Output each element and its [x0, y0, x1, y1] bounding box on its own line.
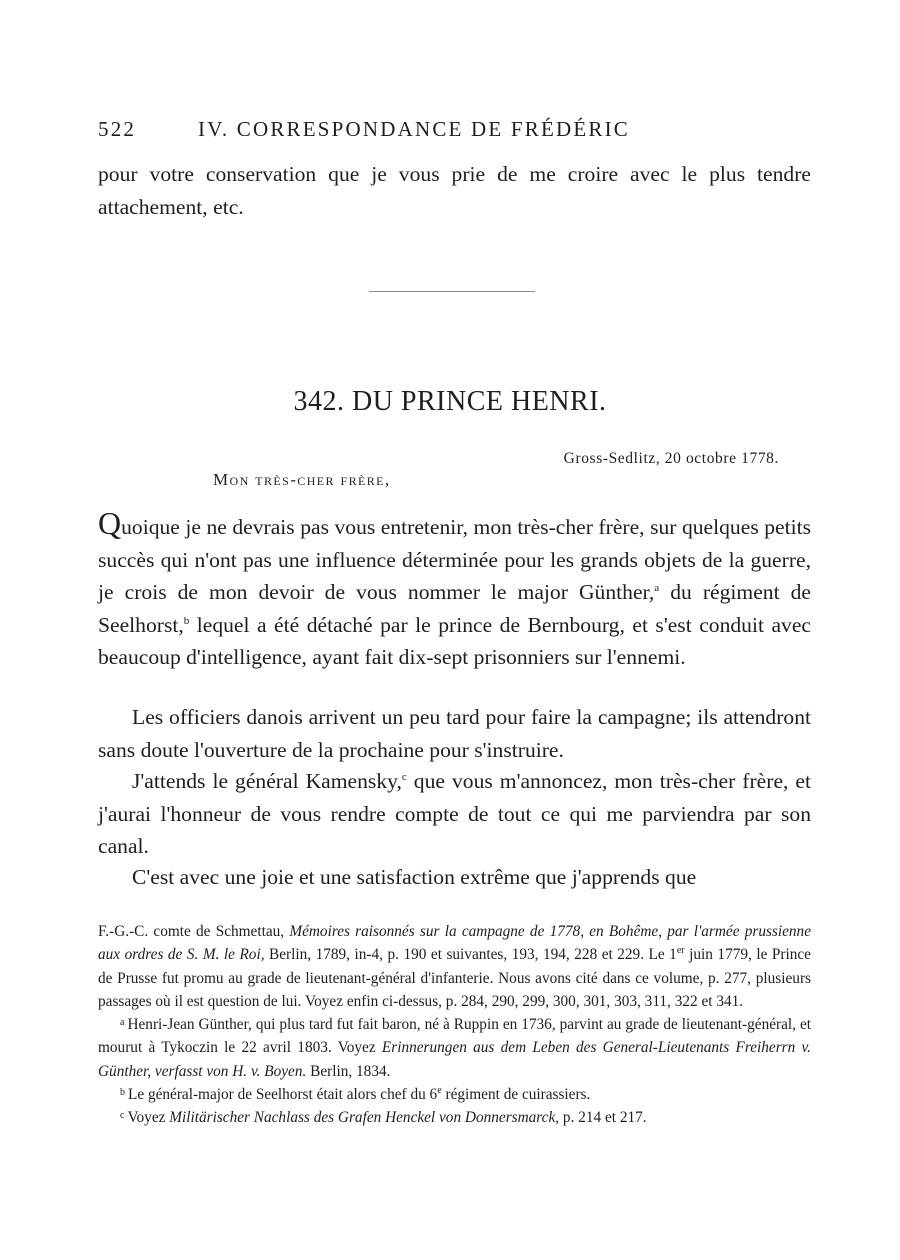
- letter-paragraph-3: [98, 765, 811, 863]
- footnote-ref-b[interactable]: b: [183, 614, 190, 627]
- footnote-a: [98, 1013, 811, 1083]
- footnote-b: [98, 1083, 811, 1106]
- footnote-text: F.-G.-C. comte de Schmettau,: [98, 923, 290, 940]
- footnote-text: juin 1779, le Prince de Prusse fut promu au grade de lieutenant-général d'infanterie. Nous avons cité dans ce volume, p. 277, plusieurs passages où il est question de lui. Voyez enfin ci-dessus, p. 284, 290, 299, 300, 301, 303, 311, 322 et 341.: [98, 946, 811, 1010]
- drop-cap: Q: [98, 505, 122, 541]
- footnote-ref-a[interactable]: a: [654, 582, 660, 594]
- running-title: IV. CORRESPONDANCE DE FRÉDÉRIC: [198, 117, 630, 141]
- paragraph-text: J'attends le général Kamensky,: [132, 769, 402, 793]
- footnote-superscript: er: [676, 945, 685, 957]
- footnote-c: [98, 1106, 811, 1129]
- letter-salutation: Mon très-cher frère,: [213, 470, 391, 489]
- footnote-marker: a: [120, 1017, 125, 1029]
- footnote-citation-title: Mémoires raisonnés sur la campagne de 1778, en Bohême, par l'armée prussienne aux ordres de S. M. le Roi,: [98, 923, 811, 964]
- footnote-text: Berlin, 1789, in-4, p. 190 et suivantes, 193, 194, 228 et 229. Le 1: [264, 946, 677, 964]
- paragraph-text: uoique je ne devrais pas vous entretenir, mon très-cher frère, sur quelques petits succès qui n'ont pas une influence déterminée pour les grands objets de la guerre, je crois de mon devoir de vous nommer le major Günther,: [98, 515, 811, 604]
- letter-title: 342. DU PRINCE HENRI.: [293, 386, 607, 417]
- footnote-superscript: e: [437, 1085, 442, 1097]
- paragraph-text: du régiment de Seelhorst,: [98, 580, 811, 637]
- paragraph-text: lequel a été détaché par le prince de Bernbourg, et s'est conduit avec beaucoup d'intelligence, ayant fait dix-sept prisonniers sur l'ennemi.: [98, 612, 811, 669]
- footnote-continued: [98, 920, 811, 1013]
- letter-dateline: Gross-Sedlitz, 20 octobre 1778.: [563, 450, 779, 467]
- footnote-text: Berlin, 1834.: [306, 1062, 391, 1080]
- footnote-marker: c: [120, 1110, 125, 1122]
- footnote-marker: b: [120, 1087, 125, 1099]
- continuation-paragraph: pour votre conservation que je vous prie de me croire avec le plus tendre attachement, etc.: [98, 162, 811, 219]
- paragraph-text: que vous m'annoncez, mon très-cher frère, et j'aurai l'honneur de vous rendre compte de tout ce qui me parviendra par son canal.: [98, 769, 812, 858]
- letter-paragraph-4: C'est avec une joie et une satisfaction extrême que j'apprends que: [132, 865, 697, 889]
- letter-paragraph-1: [98, 507, 811, 674]
- footnotes: [98, 920, 811, 1130]
- page-number: 522: [98, 117, 137, 141]
- footnote-text: p. 214 et 217.: [559, 1109, 647, 1127]
- footnote-ref-c[interactable]: c: [401, 771, 407, 783]
- footnote-text: Le général-major de Seelhorst était alors chef du 6: [128, 1086, 438, 1104]
- footnote-text: Voyez: [127, 1109, 170, 1127]
- footnote-citation-title: Militärischer Nachlass des Grafen Henckel von Donnersmarck,: [169, 1109, 560, 1127]
- letter-paragraph-2: Les officiers danois arrivent un peu tard pour faire la campagne; ils attendront sans doute l'ouverture de la prochaine pour s'instruire.: [98, 705, 811, 762]
- footnote-text: régiment de cuirassiers.: [441, 1086, 591, 1104]
- footnote-citation-title: Erinnerungen aus dem Leben des General-Lieutenants Freiherrn v. Günther, verfasst von H. v. Boyen.: [98, 1039, 812, 1080]
- footnote-text: Henri-Jean Günther, qui plus tard fut fait baron, né à Ruppin en 1736, parvint au grade de lieutenant-général, et mourut à Tykoczin le 22 avril 1803. Voyez: [98, 1016, 811, 1057]
- section-divider: [369, 291, 535, 292]
- running-header: [98, 115, 818, 145]
